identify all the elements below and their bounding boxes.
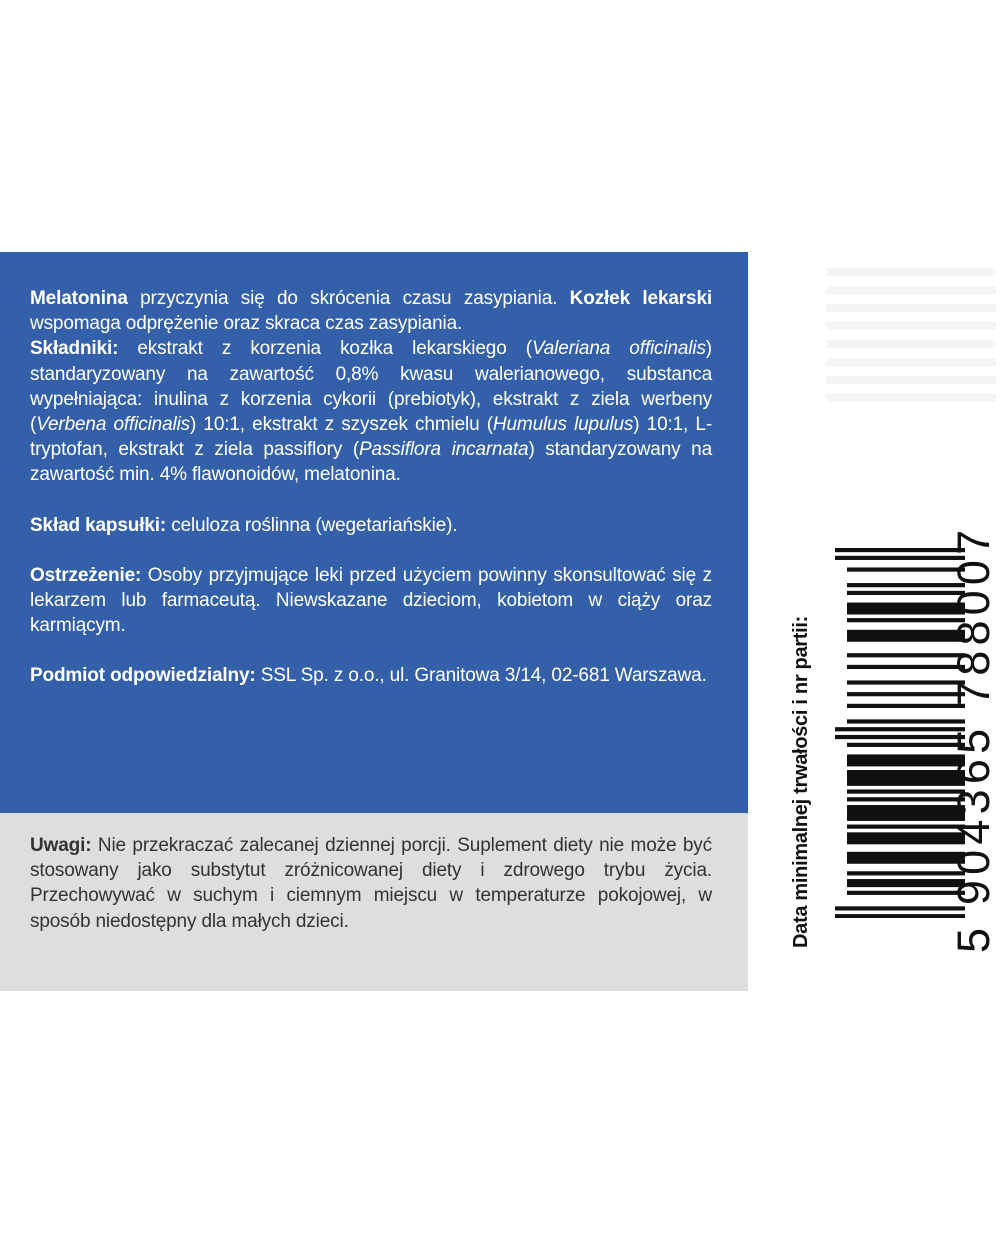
faded-text-artifact	[826, 262, 996, 412]
label-info-panel	[0, 252, 748, 813]
ingredients-text-2: ) standaryzowany na zawartość 0,8% kwasu walerianowego, substanca wypełniająca: inulina z korzenia cykorii (prebiotyk), ekstrakt z ziela werbeny (	[30, 338, 712, 436]
warning-heading: Ostrzeżenie:	[30, 564, 142, 586]
responsible-entity-text: SSL Sp. z o.o., ul. Granitowa 3/14, 02-681 Warszawa.	[255, 665, 707, 687]
warning-text: Osoby przyjmujące leki przed użyciem powinny skonsultować się z lekarzem lub farmaceutą. Niewskazane dzieciom, kobietom w ciąży oraz karmiącym.	[30, 564, 712, 637]
barcode-icon	[835, 548, 965, 918]
barcode-bar	[835, 735, 965, 739]
barcode-bar	[835, 906, 965, 910]
barcode-bar	[835, 914, 965, 918]
capsule-text: celuloza roślinna (wegetariańskie).	[166, 514, 458, 536]
barcode-bar	[835, 556, 965, 560]
barcode-bar	[835, 727, 965, 731]
barcode-number: 5 904365 788007	[948, 524, 999, 953]
ingredients-paragraph	[30, 336, 712, 487]
ingredients-text-3: ) 10:1, ekstrakt z szyszek chmielu (	[190, 414, 493, 436]
latin-name-humulus: Humulus lupulus	[492, 414, 634, 436]
capsule-heading: Skład kapsułki:	[30, 514, 167, 536]
ingredients-text-1: ekstrakt z korzenia kozłka lekarskiego (	[118, 338, 532, 360]
warning-paragraph	[30, 563, 712, 639]
description-text: przyczynia się do skrócenia czasu zasypiania.	[127, 288, 570, 309]
remarks-text: Nie przekraczać zalecanej dziennej porcji. Suplement diety nie może być stosowany jako substytut zróżnicowanej diety i zdrowego trybu życia. Przechowywać w suchym i ciemnym miejscu w temperaturze pokojowej, w sposób niedostępny dla małych dzieci.	[30, 835, 712, 932]
description-text-2: wspomaga odprężenie oraz skraca czas zasypiania.	[30, 313, 463, 335]
ingredients-heading: Składniki:	[30, 338, 119, 360]
valerian-term: Kozłek lekarski	[569, 288, 712, 309]
remarks-paragraph	[30, 833, 712, 934]
responsible-entity-paragraph	[30, 663, 712, 688]
barcode-bar	[835, 548, 965, 552]
capsule-paragraph	[30, 513, 712, 538]
responsible-entity-heading: Podmiot odpowiedzialny:	[30, 665, 256, 687]
latin-name-verbena: Verbena officinalis	[36, 414, 190, 436]
description-paragraph	[30, 286, 712, 336]
remarks-heading: Uwagi:	[30, 835, 92, 856]
latin-name-passiflora: Passiflora incarnata	[359, 439, 529, 461]
ingredients-text-4: ) 10:1, L-tryptofan, ekstrakt z ziela passiflory (	[30, 414, 712, 461]
latin-name-valeriana: Valeriana officinalis	[531, 338, 706, 360]
batch-expiry-label: Data minimalnej trwałości i nr partii:	[790, 615, 812, 948]
remarks-panel	[0, 813, 748, 991]
ingredients-text-5: ) standaryzowany na zawartość min. 4% flawonoidów, melatonina.	[30, 439, 712, 486]
melatonin-term: Melatonina	[30, 288, 128, 309]
